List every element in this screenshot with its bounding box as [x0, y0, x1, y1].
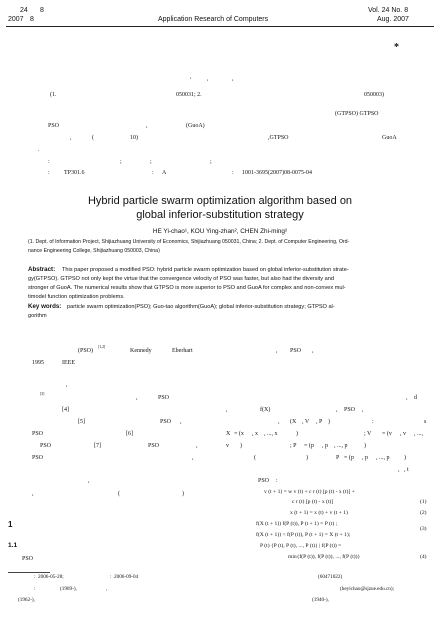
body-text: s	[424, 419, 427, 425]
abstract-line: stronger of GuoA. The numerical results show that GTPSO is more superior to PSO and GuoA for complex and non-convex mul-	[28, 285, 346, 291]
received-date: 2006-05-28;	[38, 574, 64, 580]
section-heading-1-1: 1.1	[8, 542, 18, 549]
cn-abstract-text: .	[38, 147, 40, 153]
math: )	[364, 443, 366, 449]
citation: [5]	[78, 419, 85, 425]
equation-3b: f(X (t + 1)) < f(P (t)), P (t + 1) = X (t + 1);	[256, 532, 351, 538]
body-text: ,	[66, 382, 68, 388]
cn-keywords: ;	[210, 159, 212, 165]
body-text: (	[254, 455, 256, 461]
author-birth: (1962-),	[18, 597, 35, 603]
footnote-text: ,	[106, 586, 108, 592]
math: , p	[362, 455, 368, 461]
abstract-line: This paper proposed a modified PSO: hybrid particle swarm optimization based on global inferior-substitution strate-	[62, 267, 349, 273]
math: , x	[252, 431, 258, 437]
clc-number: TP301.6	[64, 170, 85, 176]
body-text: ,	[398, 467, 400, 473]
body-text: PSO	[22, 556, 34, 562]
cn-abstract-text: (	[92, 135, 94, 141]
author-mark: ,	[190, 74, 192, 80]
equation-number-2: (2)	[420, 510, 427, 516]
body-text: ,	[192, 455, 194, 461]
paper-title-line-1: Hybrid particle swarm optimization algorithm based on	[87, 195, 353, 207]
math: )	[240, 443, 242, 449]
equation-4a: P (t) {P (t), P (t), ..., P (t)} | f(P (t)) =	[260, 543, 342, 549]
body-text: ,	[180, 419, 182, 425]
body-text: PSO	[160, 419, 172, 425]
journal-volume: Vol. 24 No. 8	[368, 7, 409, 14]
abstract-label: Abstract:	[28, 266, 56, 273]
classification: :	[232, 170, 234, 176]
keywords-label: Key words:	[28, 303, 62, 310]
body-text: PSO	[40, 443, 52, 449]
body-text: PSO	[148, 443, 160, 449]
revised-date: 2006-09-04	[114, 574, 139, 580]
body-text: Kennedy	[130, 348, 152, 354]
body-text: ,	[136, 395, 138, 401]
cn-abstract-text: PSO	[48, 123, 60, 129]
body-text: (	[118, 491, 120, 497]
citation: [1,2]	[98, 345, 106, 349]
equation-3a: f(X (t + 1)) f(P (t)), P (t + 1) = P (t) ;	[256, 521, 338, 527]
issue-number-cn: 8	[40, 7, 44, 14]
citation: [7]	[94, 443, 101, 449]
body-text: :	[276, 478, 278, 484]
equation-number-3: (3)	[420, 526, 427, 532]
math: X	[226, 431, 231, 437]
body-text: PSO	[290, 348, 302, 354]
english-affiliation-1: (1. Dept. of Information Project, Shijiazhuang University of Economics, Shijiazhuang 050031, China; 2. Dept. of Computer Engineering, Ord-	[28, 239, 350, 245]
affiliation-label: (1.	[50, 92, 57, 98]
body-text: IEEE	[62, 360, 75, 366]
body-text: )	[182, 491, 184, 497]
affiliation-postcode-2: 050003)	[364, 92, 384, 98]
citation: [6]	[126, 431, 133, 437]
math: , ...,	[414, 431, 423, 437]
cn-abstract-text: ,GTPSO	[268, 135, 289, 141]
body-text: ,	[278, 419, 280, 425]
math: )	[328, 419, 330, 425]
math: , V	[302, 419, 310, 425]
math: ; V	[364, 431, 372, 437]
body-text: ,	[336, 407, 338, 413]
english-affiliation-2: nance Engineering College, Shijiazhuang 050003, China)	[28, 248, 160, 254]
author-email: (heyichao@sjzue.edu.cn);	[340, 586, 395, 592]
author-mark: ,	[232, 76, 234, 82]
math: , ..., p	[376, 455, 390, 461]
body-text: ,	[276, 348, 278, 354]
author-birth: (1969-),	[60, 586, 77, 592]
cn-abstract-text: ,	[70, 135, 72, 141]
equation-2: x (t + 1) = x (t) + v (t + 1)	[290, 510, 348, 516]
footnote-text: :	[110, 574, 112, 580]
abstract-line: gy(GTPSO). GTPSO not only kept the virtue that the convergence velocity of PSO was faster, but also had the diversity and	[28, 276, 334, 282]
issue-cn: 8	[30, 16, 34, 23]
math: v	[226, 443, 229, 449]
grant-number: (60471022)	[318, 574, 343, 580]
math: (X	[290, 419, 297, 425]
volume-number-cn: 24	[20, 7, 28, 14]
math: )	[296, 431, 298, 437]
math: = (x	[234, 431, 244, 437]
author-birth: (1940-),	[312, 597, 329, 603]
cn-abstract-text: ,	[146, 123, 148, 129]
footnote-text: :	[34, 586, 36, 592]
citation: [4]	[62, 407, 69, 413]
body-text: PSO	[32, 431, 44, 437]
math: , p	[322, 443, 328, 449]
cn-abstract-text: 10)	[130, 135, 138, 141]
body-text: d	[414, 395, 417, 401]
math: , t	[404, 467, 409, 473]
equation-1: v (t + 1) = w v (t) + c r (t) [p (t) - x (t)] +	[264, 489, 355, 495]
footnote-text: :	[34, 574, 36, 580]
body-text: f(X)	[260, 407, 271, 413]
body-text: ,	[32, 491, 34, 497]
paper-title-line-2: global inferior-substitution strategy	[136, 209, 304, 221]
body-text: PSO	[158, 395, 170, 401]
body-text: ,	[88, 478, 90, 484]
abstract-line: timodel function optimization problems.	[28, 294, 125, 300]
math: , ..., p	[334, 443, 348, 449]
body-text: 1995	[32, 360, 44, 366]
math: = (v	[382, 431, 392, 437]
math: = (p	[304, 443, 314, 449]
body-text: ,	[406, 395, 408, 401]
body-text: (PSO)	[78, 348, 94, 354]
journal-date: Aug. 2007	[377, 16, 409, 23]
doc-code: A	[162, 170, 167, 176]
equation-number-4: (4)	[420, 554, 427, 560]
classification: :	[48, 170, 50, 176]
body-text: ,	[196, 443, 198, 449]
header-rule	[6, 26, 434, 27]
math: , P	[316, 419, 323, 425]
cn-keywords: :	[48, 159, 50, 165]
body-text: PSO	[258, 478, 270, 484]
section-heading-1: 1	[8, 520, 13, 529]
body-text: ,	[226, 407, 228, 413]
author-mark: ,	[207, 76, 209, 82]
keywords-line: gorithm	[28, 313, 47, 319]
keywords-line: particle swarm optimization(PSO); Guo-tao algorithm(GuoA); global inferior-substitution strategy; GTPSO al-	[67, 304, 335, 310]
body-text: PSO	[344, 407, 356, 413]
english-authors: HE Yi-chao¹, KOU Ying-zhan², CHEN Zhi-ming²	[152, 228, 288, 235]
body-text: ,	[362, 407, 364, 413]
equation-number-1: (1)	[420, 499, 427, 505]
math: ; P	[290, 443, 297, 449]
article-id: 1001-3695(2007)08-0075-04	[242, 170, 312, 176]
math: P	[336, 455, 340, 461]
cn-keywords: ;	[150, 159, 152, 165]
citation: [3]	[40, 392, 45, 396]
cn-abstract-text: (GuoA)	[186, 123, 205, 129]
year-cn: 2007	[8, 16, 24, 23]
body-text: ,	[312, 348, 314, 354]
affiliation-postcode-1: 050031; 2.	[176, 92, 202, 98]
math: , ..., x	[264, 431, 278, 437]
body-text: )	[306, 455, 308, 461]
cn-abstract-text: (GTPSO) GTPSO	[335, 111, 379, 117]
body-text: PSO	[32, 455, 44, 461]
body-text: Eberhart	[172, 348, 193, 354]
classification: :	[152, 170, 154, 176]
equation-1-cont: c r (t) [p (t) - x (t)]	[292, 499, 334, 505]
math: = (p	[344, 455, 354, 461]
cn-keywords: ;	[120, 159, 122, 165]
journal-name: Application Research of Computers	[158, 16, 269, 23]
math: )	[404, 455, 406, 461]
math: , v	[400, 431, 406, 437]
cn-abstract-text: GuoA	[382, 135, 397, 141]
footnote-rule	[8, 572, 50, 573]
equation-4b: min{f(P (t)), f(P (t)), ..., f(P (t))}	[288, 554, 361, 560]
footnote-star: *	[394, 42, 399, 53]
body-text: :	[372, 419, 374, 425]
